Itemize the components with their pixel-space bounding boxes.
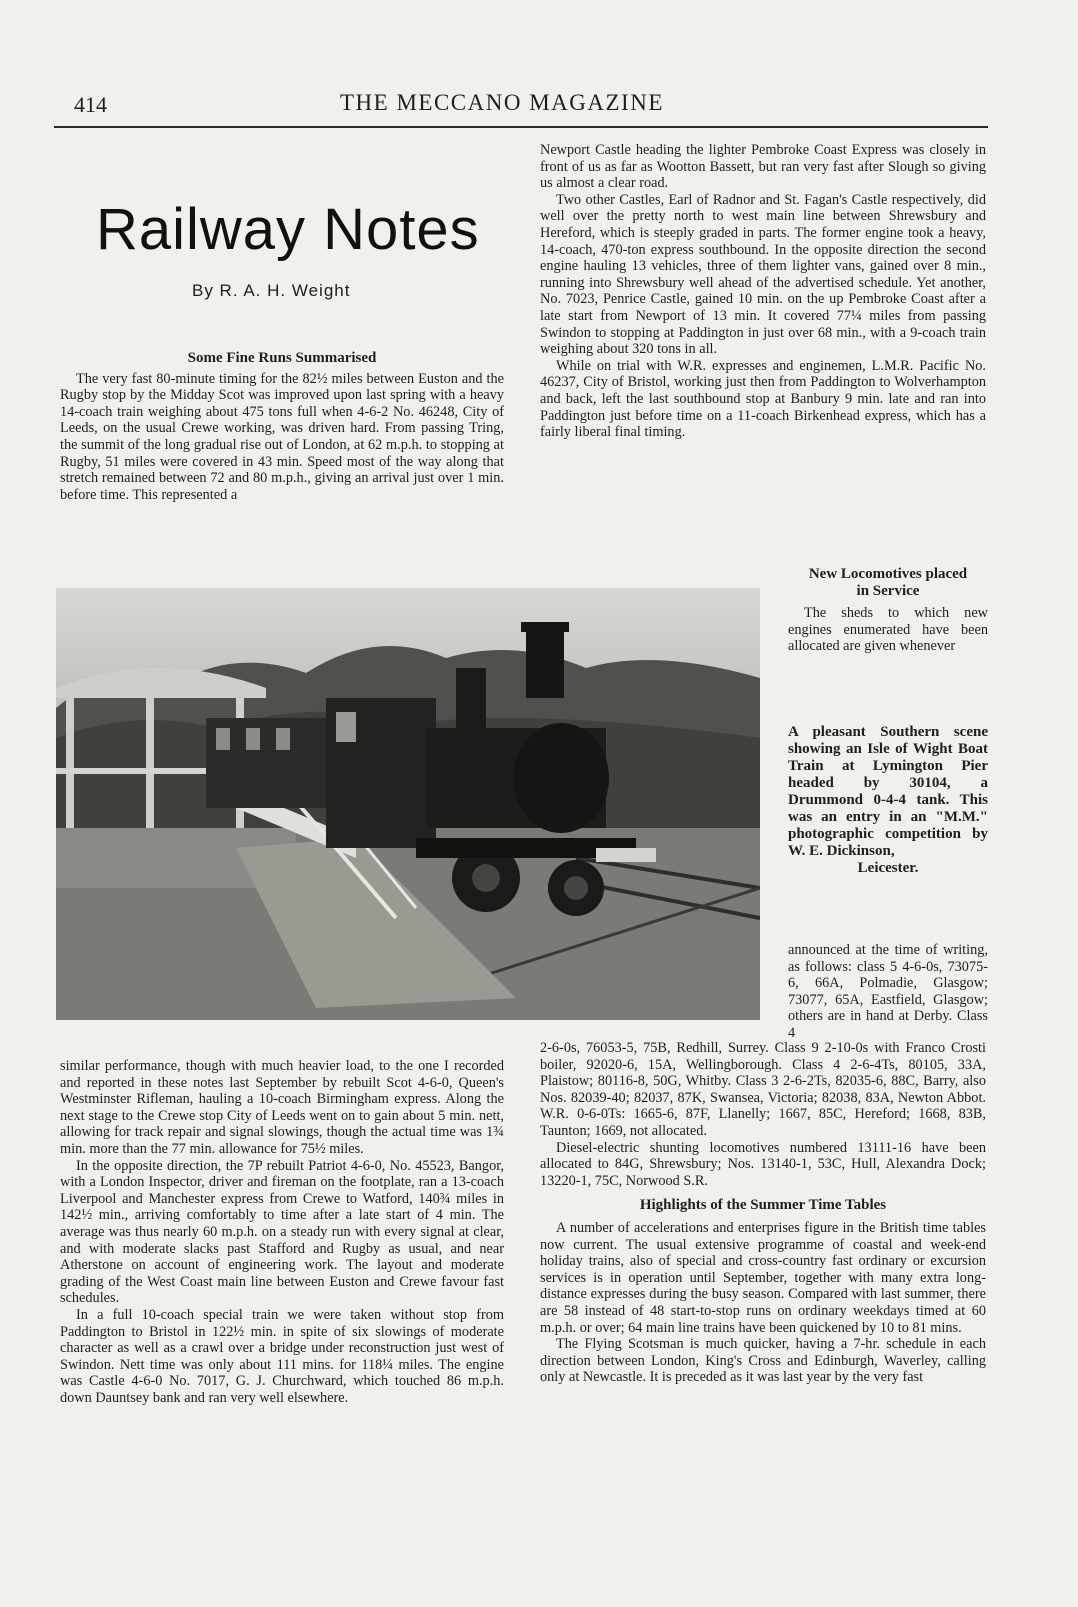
article-byline: By R. A. H. Weight bbox=[192, 281, 351, 300]
paragraph: Newport Castle heading the lighter Pembroke Coast Express was closely in front of us as far as Wootton Bassett, but ran very fast after Slough so giving us almost a clear road. bbox=[540, 142, 986, 192]
right-column-bottom bbox=[540, 1040, 986, 1386]
section-heading-new-locomotives: New Locomotives placed bbox=[808, 566, 968, 582]
magazine-title: THE MECCANO MAGAZINE bbox=[340, 90, 664, 115]
caption-text: A pleasant Southern scene showing an Isle of Wight Boat Train at Lymington Pier headed by 30104, a Drummond 0-4-4 tank. This was an entry in an "M.M." photographic competition by W. E. Dickinson, bbox=[788, 724, 988, 859]
page-number: 414 bbox=[74, 92, 107, 117]
section-heading-new-locomotives-cont: in Service bbox=[856, 582, 920, 599]
paragraph: The very fast 80-minute timing for the 82½ miles between Euston and the Rugby stop by the Midday Scot was improved upon last spring with a heavy 14-coach train weighing about 475 tons full when 4-6-2 No. 46248, City of Leeds, on the usual Crewe working, was driven hard. From passing Tring, the summit of the long gradual rise out of London, at 62 m.p.h. to stopping at Rugby, 51 miles were covered in 43 min. Speed most of the way along that stretch remained between 72 and 80 m.p.h., giving an arrival just over 1 min. before time. This represented a bbox=[60, 370, 504, 503]
paragraph: The sheds to which new engines enumerated have been allocated are given whenever bbox=[788, 605, 988, 655]
narrow-column-top bbox=[788, 566, 988, 655]
section-heading-summer-time-tables: Highlights of the Summer Time Tables bbox=[639, 1197, 887, 1214]
paragraph: 2-6-0s, 76053-5, 75B, Redhill, Surrey. Class 9 2-10-0s with Franco Crosti boiler, 92020-6, 15A, Wellingborough. Class 4 2-6-4Ts, 80105, 33A, Plaistow; 80116-8, 50G, Whitby. Class 3 2-6-2Ts, 82035-6, 88C, Barry, also Nos. 82039-40; 82037, 87K, Swansea, Victoria; 82038, 83A, Newton Abbot. W.R. 0-6-0Ts: 1665-6, 87F, Llanelly; 1667, 85C, Hereford; 1668, 83B, Taunton; 1669, not allocated. bbox=[540, 1040, 986, 1139]
left-column-bottom bbox=[60, 1058, 504, 1406]
photo-caption bbox=[788, 724, 988, 877]
paragraph: announced at the time of writing, as follows: class 5 4-6-0s, 73075-6, 66A, Polmadie, Glasgow; 73077, 65A, Eastfield, Glasgow; others are in hand at Derby. Class 4 bbox=[788, 942, 988, 1041]
left-column-top bbox=[60, 350, 504, 503]
paragraph: similar performance, though with much heavier load, to the one I recorded and reported in these notes last September by rebuilt Scot 4-6-0, Queen's Westminster Rifleman, hauling a 10-coach Birmingham express. Along the next stage to the Crewe stop City of Leeds went on to gain about 5 min. nett, allowing for track repair and signal slowings, though the actual time was 1¾ min. more than the 77 min. allowance for 75½ miles. bbox=[60, 1058, 504, 1157]
paragraph: A number of accelerations and enterprises figure in the British time tables now current. The usual extensive programme of coastal and week-end holiday trains, also of special and cross-country fast ordinary or excursion services is in operation until September, together with many extra long-distance expresses during the busy season. Compared with last summer, there are 58 instead of 48 start-to-stop runs on ordinary weekdays timed at 60 m.p.h. or over; 64 main line trains have been quickened by 10 to 81 mins. bbox=[540, 1219, 986, 1336]
header-rule bbox=[54, 126, 988, 128]
paragraph: In the opposite direction, the 7P rebuilt Patriot 4-6-0, No. 45523, Bangor, with a London Inspector, driver and fireman on the footplate, ran a 13-coach Liverpool and Manchester express from Crewe to Watford, 140¾ miles in 142½ min., arriving comfortably to time after a late start of 4 min. The average was thus nearly 60 m.p.h. on a steady run with every signal at clear, and with moderate slacks past Stafford and Rugby as usual, and near Atherstone on account of engineering work. The layout and moderate grading of the West Coast main line between Euston and Crewe favour fast schedules. bbox=[60, 1157, 504, 1307]
section-heading-fine-runs: Some Fine Runs Summarised bbox=[187, 350, 377, 366]
paragraph: The Flying Scotsman is much quicker, having a 7-hr. schedule in each direction between London, King's Cross and Edinburgh, Waverley, calling only at Newcastle. It is preceded as it was last year by the very fast bbox=[540, 1336, 986, 1386]
paragraph: In a full 10-coach special train we were taken without stop from Paddington to Bristol in 122½ min. in spite of six slowings of moderate character as well as a crawl over a bridge under reconstruction just west of Swindon. Nett time was only about 111 mins. for 118¼ miles. The engine was Castle 4-6-0 No. 7017, G. J. Churchward, which touched 86 m.p.h. down Dauntsey bank and ran very well elsewhere. bbox=[60, 1306, 504, 1406]
photo-illustration bbox=[56, 588, 760, 1020]
article-title: Railway Notes bbox=[96, 197, 480, 262]
narrow-column-bottom bbox=[788, 942, 988, 1042]
train-photograph bbox=[56, 588, 760, 1020]
right-column-top bbox=[540, 142, 986, 441]
paragraph: Diesel-electric shunting locomotives numbered 13111-16 have been allocated to 84G, Shrewsbury; Nos. 13140-1, 53C, Hull, Alexandra Dock; 13220-1, 75C, Norwood S.R. bbox=[540, 1139, 986, 1189]
paragraph: Two other Castles, Earl of Radnor and St. Fagan's Castle respectively, did well over the pretty north to west main line between Shrewsbury and Hereford, which is steeply graded in parts. The former engine took a heavy, 14-coach, 470-ton express southbound. In the opposite direction the second engine hauling 13 vehicles, three of them lighter vans, gained over 8 min., running into Shrewsbury well ahead of the advertised schedule. Yet another, No. 7023, Penrice Castle, gained 10 min. on the up Pembroke Coast after a late start from Newport of 13 min. It covered 77¼ miles from passing Swindon to stopping at Paddington in just over 68 min., with a 9-coach train weighing about 320 tons in all. bbox=[540, 191, 986, 358]
paragraph: While on trial with W.R. expresses and enginemen, L.M.R. Pacific No. 46237, City of Bristol, working just then from Paddington to Wolverhampton and back, left the last southbound stop at Banbury 9 min. late and ran into Paddington just before time on a 11-coach Birkenhead express, which has a fairly liberal final timing. bbox=[540, 357, 986, 441]
caption-credit-city: Leicester. bbox=[857, 860, 919, 876]
